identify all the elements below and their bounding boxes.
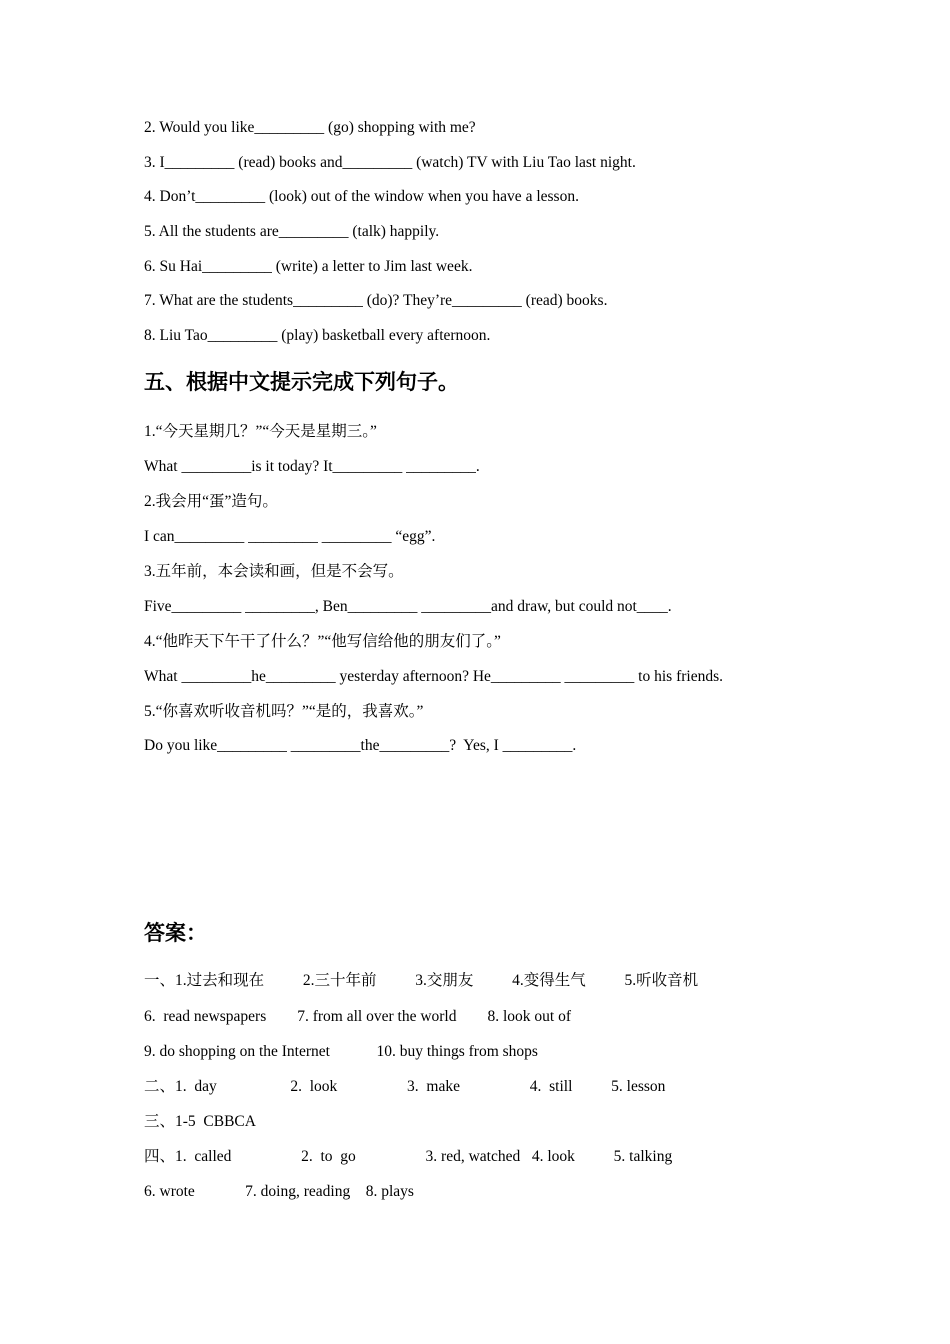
exercise-line: What _________is it today? It_________ _________. xyxy=(144,458,480,475)
prompt-line: 5.“你喜欢听收音机吗？”“是的，我喜欢。” xyxy=(144,703,424,720)
answer-line: 三、1-5 CBBCA xyxy=(144,1113,256,1130)
exercise-line: 3. I_________ (read) books and_________ (watch) TV with Liu Tao last night. xyxy=(144,154,636,171)
answers-heading: 答案： xyxy=(144,921,207,945)
exercise-line: I can_________ _________ _________ “egg”. xyxy=(144,528,436,545)
exercise-line: 5. All the students are_________ (talk) happily. xyxy=(144,223,440,240)
exercise-line: Do you like_________ _________the_________? Yes, I _________. xyxy=(144,737,577,754)
answer-line: 四、1. called 2. to go 3. red, watched 4. look 5. talking xyxy=(144,1148,673,1165)
exercise-line: 6. Su Hai_________ (write) a letter to Jim last week. xyxy=(144,258,473,275)
exercise-line: 7. What are the students_________ (do)? They’re_________ (read) books. xyxy=(144,292,608,309)
exercise-line: What _________he_________ yesterday afternoon? He_________ _________ to his friends. xyxy=(144,668,723,685)
exercise-line: 4. Don’t_________ (look) out of the window when you have a lesson. xyxy=(144,188,579,205)
answer-line: 6. read newspapers 7. from all over the world 8. look out of xyxy=(144,1008,572,1025)
section-heading-5: 五、根据中文提示完成下列句子。 xyxy=(144,370,459,394)
answer-line: 9. do shopping on the Internet 10. buy things from shops xyxy=(144,1043,538,1060)
prompt-line: 2.我会用“蛋”造句。 xyxy=(144,493,278,510)
prompt-line: 3.五年前，本会读和画，但是不会写。 xyxy=(144,563,404,580)
prompt-line: 1.“今天星期几？”“今天是星期三。” xyxy=(144,423,377,440)
exercise-line: Five_________ _________, Ben_________ _________and draw, but could not____. xyxy=(144,598,672,615)
answer-line: 二、1. day 2. look 3. make 4. still 5. lesson xyxy=(144,1078,666,1095)
exercise-line: 8. Liu Tao_________ (play) basketball every afternoon. xyxy=(144,327,491,344)
answer-line: 一、1.过去和现在 2.三十年前 3.交朋友 4.变得生气 5.听收音机 xyxy=(144,972,699,989)
answer-line: 6. wrote 7. doing, reading 8. plays xyxy=(144,1183,414,1200)
prompt-line: 4.“他昨天下午干了什么？”“他写信给他的朋友们了。” xyxy=(144,633,501,650)
exercise-line: 2. Would you like_________ (go) shopping with me? xyxy=(144,119,476,136)
